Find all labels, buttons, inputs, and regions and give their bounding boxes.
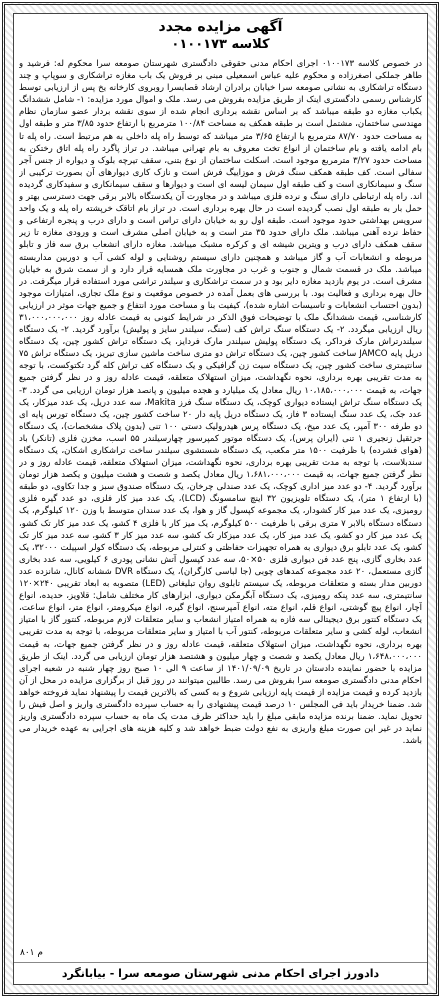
notice-footer: دادورز اجرای احکام مدنی شهرستان صومعه سرا - بیابانگرد bbox=[14, 962, 427, 980]
file-number: کلاسه ۰۱۰۰۱۷۳ bbox=[171, 37, 270, 52]
notice-body: در خصوص کلاسه ۰۱۰۰۱۷۳ اجرای احکام مدنی حقوقی دادگستری شهرستان صومعه سرا محکوم له: فرشید و طاهر جملکی اصغرزاده و محکوم علیه عباس اسمعیلی مبنی بر فروش یک باب مغازه تراشکاری و سوپاپ و چند دستگاه تراشکاری به نشانی صومعه سرا خیابان برادران ارشاد قصابسرا روبروی کارخانه یخ پس از ارزیابی توسط کارشناس رسمی دادگستری اینک از طریق مزایده بفروش می رسد. ملک و اموال مورد مزایده: ۱- شامل ششدانگ یکباب مغازه دو طبقه میباشد که بر اساس نقشه برداری انجام شده از سوی نقشه بردار عضو سازمان نظام مهندسی ساختمان، مشتمل است بر طبقه همکف به مساحت ۱۰۰/۸۴ مترمربع با ارتفاع حدود ۳/۸۵ متر و طبقه اول به مساحت حدود ۸۷/۷۰ مترمربع با ارتفاع ۳/۶۵ متر میباشد که توسط راه پله داخلی به هم مرتبط است. راه پله تا بام ادامه یافته و بام ساختمان از انواع تخت معروف به بام تهرانی میباشد. در تراز پاگرد راه پله اتاق رختکن به مساحت حدود ۳/۲۷ مترمربع موجود است. اسکلت ساختمان از نوع بتنی، سقف تیرچه بلوک و دیواره از جنس آجر سفالی است. کف طبقه همکف سنگ فرش و موزاییگ فرش است و نازک کاری دیوارهای آن بصورت ترکیبی از سنگ و سیمانکاری است و کف طبقه اول سیمان لیسه ای است و دیوارها و سقف سیمانکاری و سفیدکاری گردیده اند. راه پله ارتباطی دارای سنگ و نرده فلزی میباشد و در مجاورت آن یکدستگاه بالابر برقی جهت دسترسی بهتر و حمل بار به طبقه اول نصب گردیده است در حال بهره برداری است. در تراز بام اتاقک خرپشته راه پله و یک واحد سرویس بهداشتی حدود موجود است. طبقه اول رو به خیابان دارای تراس است و دارای درب و پنجره ارتفاعی و حفاظ نرده آهنی میباشد. ملک دارای حدود ۳۵ متر است و به خیابان اصلی مشرف است و ورودی مغازه تا زیر سقف همکف دارای درب و ویترین شیشه ای و کرکره مشبک میباشد. مغازه دارای انشعاب برق سه فاز و تابلو مربوطه و انشعابات آب و گاز میباشد و همچنین دارای سیستم روشنایی و لوله کشی آب و دوربین مداربسته میباشد. ملک در قسمت شمال و جنوب و غرب در مجاورت ملک همسایه قرار دارد و از سمت شرق به خیابان مشرف است. در یوم بازدید مغازه دایر بود و در سمت تراشکاری و سیلندر تراشی مورد استفاده قرار میگرفت. در حال بهره برداری و فعالیت بود. با بررسی های بعمل آمده در خصوص موقعیت و نوع ملک تجاری، امتیازات موجود (بدون احتساب انشعابات و تاسیسات اشاره شده)، کیفیت بنا و مساحت مورد انتفاع و جمیع جهات موثر در ارزیابی کارشناسی، قیمت ششدانگ ملک با توضیحات فوق الذکر در شرایط کنونی به قیمت عادله روز ۳۱،۰۰۰،۰۰۰،۰۰۰ ریال ارزیابی میگردد. ۲- یک دستگاه سنگ تراش کف (سنگ، سیلندر سایز و پولیش) برآورد گردید. ۲- یک دستگاه سیلندرتراش مارک فرداکر، یک دستگاه پولیش سیلندر مارک فردایز، یک دستگاه تراش کشور چین، یک دستگاه دریل پایه JAMCO ساخت کشور چین، یک دستگاه تراش دو متری ساخت ماشین سازی تبریز، یک دستگاه تراش ۷۵ سانتیمتری ساخت کشور چین، یک دستگاه سیت زن گرافیکی و یک دستگاه کف تراش کله گرد تکتوکست، با توجه به مدت تقریبی بهره برداری، نحوه نگهداشت، میزان استهلاک متعلقه، قیمت عادله روز و در نظر گرفتن جمیع جهات، به قیمت ۱۰،۱۸۵،۰۰۰،۰۰۰ ریال معادل یک میلیارد و هجده میلیون و پانصد هزار تومان ارزیابی می گردد. ۳- یک دستگاه سنگ تراش ایستاده دیواری کوچک، یک دستگاه سنگ فرز Makita، سه عدد دریل، یک عدد میزکار، یک عدد جک، یک عدد سنگ ایستاده ۳ فاز، یک دستگاه دریل پایه دار ۲۰ ساخت کشور چین، یک دستگاه تورس پایه ای دو طرفه ۳۰۰ آمپر، یک عدد میخ، یک دستگاه پرس هیدرولیک دستی ۱۰۰ تنی (بدون پلاک مشخصات)، یک دستگاه جرثقیل زنجیری ۱ تنی (ایران پرس)، یک دستگاه موتور کمپرسور چهارسیلندر ۵۵ اسب، مخزن فلزی (تانکر) باد (هوای فشرده) با ظرفیت ۱۵۰۰ متر مکعب، یک دستگاه شستشوی سیلندر ساخت تراشکاری اشکان، یک دستگاه سندبلاست، با توجه به مدت تقریبی بهره برداری، نحوه نگهداشت، میزان استهلاک متعلقه، قیمت عادله روز و در نظر گرفتن جمیع جهات، به قیمت ۱،۶۸۱،۰۰۰،۰۰۰ ریال معادل یکصد و شصت و هشت میلیون و یکصد هزار تومان برآورد گردید. ۴- دو عدد میز اداری کوچک، یک عدد صندلی چرخان، یک دستگاه صندوق سبز و جدا تکاوی، دو طبقه (با ارتفاع ۱ متر)، یک دستگاه تلویزیون ۳۲ اینچ سامسونگ (LCD)، یک عدد میز کار فلزی، دو عدد گیره فلزی رومیزی، یک عدد میز کار کشودار، یک مجموعه کپسول گاز و هوا، یک عدد سندان متوسط با وزن ۱۲۰ کیلوگرم، یک دستگاه دستگاه بالابر ۷ متری برقی با ظرفیت ۵۰۰ کیلوگرم، یک میز کار با فلزی ۴ کشو، یک عدد میز کار تک کشو، یک عدد میز کار دو کشو، یک عدد میز کار، یک عدد میزکار تک کشو، سه عدد میز کار ۳ کشو، سه عدد میز کار تک کشو، یک عدد تابلو برق دیواری به همراه تجهیزات حفاظتی و کنترلی مربوطه، یک دستگاه کولر اسپیلت ۳۲۰۰۰، یک عدد بخاری گازی، پنج عدد فن دیواری فلزی ۵۰×۵۰، سه عدد کپسول آتش نشانی پودری ۶ کیلویی، سه عدد بخاری گازی مستعمل، ۲۰ عدد مجموعه کمدهای چوبی (جا لباسی کارگران)، یک دستگاه DVR ششانه کانال، شانزده عدد دوربین مدار بسته و متعلقات مربوطه، یک سیستم تابلوی روان تبلیغاتی (LED) متصوبه به ابعاد تقریبی ۲۴۰×۱۲۰ سانتیمتری، سه عدد پنکه رومیزی، یک دستگاه آبگرمکن دیواری، ابزارهای کار مختلف شامل: قلاویز، حدیده، انواع آچار، انواع پیچ گوشتی، انواع قلم، انواع مته، انواع آمپرسنج، انواع گیره، انواع میکرومتر، انواع متر، انواع ساعت، یک دستگاه کنتور برق دیجیتالی سه فازه به همراه امتیاز انشعاب و سایر متعلقات لازم مربوطه، کنتور گاز با امتیاز انشعاب، لوله کشی و سایر متعلقات مربوطه، کنتور آب با امتیاز و سایر متعلقات مربوطه، با توجه به مدت تقریبی بهره برداری، نحوه نگهداشت، میزان استهلاک متعلقه، قیمت عادله روز و در نظر گرفتن جمیع جهات، به قیمت ۱،۶۴۸،۰۰۰،۰۰۰ ریال معادل یکصد و شصت و چهار میلیون و هشتصد هزار تومان ارزیابی می گردد. اینک از طریق مزایده با حضور نماینده دادستان در تاریخ ۱۴۰۱/۰۹/۰۹ از ساعت ۹ الی ۱۰ صبح روز چهار شنبه در شعبه اجرای احکام مدنی دادگستری صومعه سرا بفروش می رسد. طالبین میتوانند در روز قبل از برگزاری مزایده در محل از آن بازدید کرده و قیمت مزایده از قیمت پایه ارزیابی شروع و به کسی که بالاترین قیمت را پیشنهاد نماید فروخته خواهد شد. ضمنا خریدار باید فی المجلس ۱۰ درصد قیمت پیشنهادی را به حساب سپرده دادگستری واریز و اصل فیش را تحویل نماید. ضمنا برنده مزایده مابقی مبلغ را باید حداکثر ظرف مدت یک ماه به حساب سپرده دادگستری واریز نماید در غیر این صورت مبلغ واریزی به نفع دولت ضبط خواهد شد و کلیه هزینه های اجرایی به عهده خریدار می باشد. bbox=[19, 59, 422, 747]
notice-panel bbox=[13, 13, 428, 985]
notice-header bbox=[14, 18, 427, 53]
notice-code: م ۸۰۱ bbox=[20, 948, 43, 958]
notice-title: آگهی مزایده مجدد bbox=[158, 19, 283, 35]
notice-frame bbox=[2, 2, 439, 996]
